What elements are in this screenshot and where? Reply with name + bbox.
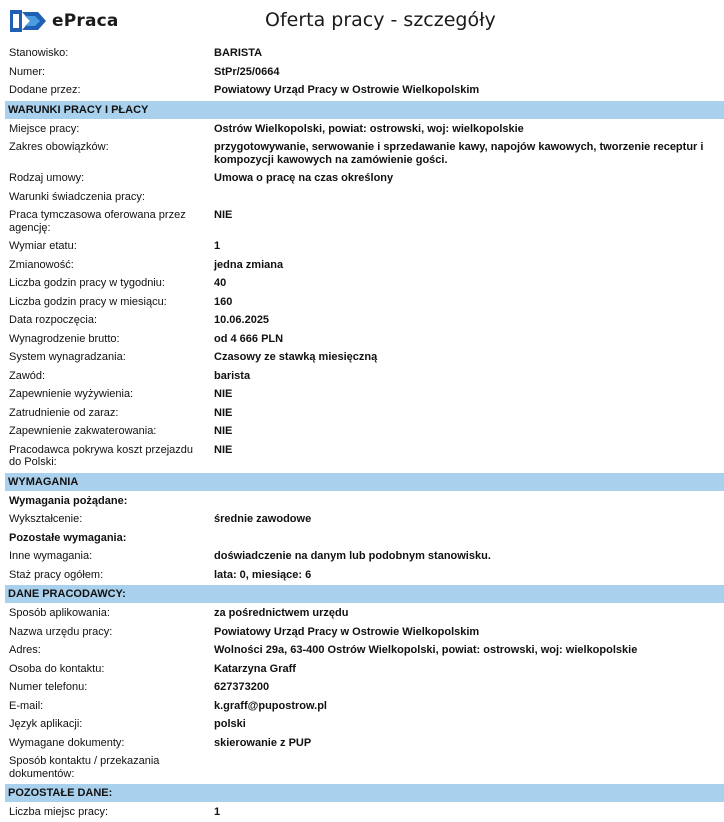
field-label: Warunki świadczenia pracy: bbox=[9, 190, 145, 203]
detail-row bbox=[9, 566, 724, 585]
field-value: barista bbox=[214, 369, 251, 382]
field-value: NIE bbox=[214, 388, 233, 400]
field-label: Nazwa urzędu pracy: bbox=[9, 625, 113, 638]
offer-details bbox=[9, 44, 724, 822]
field-label: Liczba miejsc pracy: bbox=[9, 806, 109, 818]
detail-row bbox=[9, 206, 724, 237]
field-label: Stanowisko: bbox=[9, 47, 69, 59]
field-value: 1 bbox=[214, 806, 221, 818]
detail-row bbox=[9, 641, 724, 660]
detail-row bbox=[9, 385, 724, 404]
field-label: Wynagrodzenie brutto: bbox=[9, 332, 120, 345]
detail-row bbox=[9, 623, 724, 642]
field-label: Zawód: bbox=[9, 369, 46, 382]
detail-row bbox=[9, 547, 724, 566]
field-label: Dodane przez: bbox=[9, 84, 81, 96]
detail-row bbox=[9, 367, 724, 386]
detail-row bbox=[9, 678, 724, 697]
pozostale-dane-section bbox=[9, 803, 724, 822]
detail-row bbox=[9, 734, 724, 753]
section-header-pracodawca: DANE PRACODAWCY: bbox=[5, 585, 724, 603]
field-label: Wymiar etatu: bbox=[9, 240, 77, 252]
field-value: 1 bbox=[214, 240, 221, 252]
detail-row bbox=[9, 330, 724, 349]
detail-row bbox=[9, 441, 724, 472]
field-value: jedna zmiana bbox=[214, 258, 284, 271]
top-section bbox=[9, 44, 724, 100]
detail-row bbox=[9, 604, 724, 623]
email-value[interactable]: k.graff@pupostrow.pl bbox=[214, 699, 327, 712]
field-label: Numer: bbox=[9, 65, 46, 78]
field-value: za pośrednictwem urzędu bbox=[214, 607, 349, 619]
detail-row bbox=[9, 422, 724, 441]
field-label: Pracodawca pokrywa koszt przejazdu do Polski: bbox=[9, 443, 194, 468]
field-value: NIE bbox=[214, 443, 233, 456]
field-value: doświadczenie na danym lub podobnym stanowisku. bbox=[214, 550, 491, 562]
detail-row bbox=[9, 311, 724, 330]
detail-row bbox=[9, 274, 724, 293]
field-label: Zakres obowiązków: bbox=[9, 141, 109, 153]
field-label: Wymagane dokumenty: bbox=[9, 736, 125, 749]
field-label: Zapewnienie zakwaterowania: bbox=[9, 425, 157, 437]
detail-row bbox=[9, 510, 724, 529]
field-value: BARISTA bbox=[214, 47, 263, 59]
detail-row bbox=[9, 188, 724, 207]
field-value: przygotowywanie, serwowanie i sprzedawanie kawy, napojów kawowych, tworzenie receptur i kompozycji kawowych na zamówienie gości. bbox=[214, 141, 704, 166]
detail-row bbox=[9, 660, 724, 679]
field-value: Ostrów Wielkopolski, powiat: ostrowski, woj: wielkopolskie bbox=[214, 122, 524, 135]
field-value: średnie zawodowe bbox=[214, 513, 312, 525]
field-value: Umowa o pracę na czas określony bbox=[214, 172, 394, 184]
field-label: Data rozpoczęcia: bbox=[9, 314, 98, 326]
field-label: Miejsce pracy: bbox=[9, 122, 80, 135]
detail-row bbox=[9, 715, 724, 734]
field-value: Powiatowy Urząd Pracy w Ostrowie Wielkopolskim bbox=[214, 625, 480, 638]
detail-row bbox=[9, 752, 724, 783]
field-label: Staż pracy ogółem: bbox=[9, 568, 104, 581]
wymagania-section bbox=[9, 492, 724, 585]
field-value: polski bbox=[214, 718, 246, 730]
field-value: 10.06.2025 bbox=[214, 314, 270, 326]
field-value: NIE bbox=[214, 406, 233, 419]
detail-row bbox=[9, 697, 724, 716]
page-title: Oferta pracy - szczegóły bbox=[265, 9, 496, 31]
field-label: Inne wymagania: bbox=[9, 550, 93, 562]
field-label: Język aplikacji: bbox=[9, 718, 83, 730]
field-value: Powiatowy Urząd Pracy w Ostrowie Wielkopolskim bbox=[214, 84, 480, 96]
field-label: Liczba godzin pracy w miesiącu: bbox=[9, 295, 167, 308]
field-label: Zapewnienie wyżywienia: bbox=[9, 388, 134, 400]
detail-row bbox=[9, 293, 724, 312]
subheading-pozostale: Pozostałe wymagania: bbox=[9, 531, 127, 544]
subheading-pozadane: Wymagania pożądane: bbox=[9, 494, 128, 507]
epraca-logo-icon bbox=[8, 8, 48, 34]
field-value: StPr/25/0664 bbox=[214, 65, 280, 78]
warunki-section bbox=[9, 120, 724, 472]
detail-row-dodane-przez bbox=[9, 81, 724, 100]
field-value: od 4 666 PLN bbox=[214, 332, 284, 345]
field-value: Katarzyna Graff bbox=[214, 662, 296, 675]
detail-row bbox=[9, 256, 724, 275]
field-value: skierowanie z PUP bbox=[214, 736, 312, 749]
detail-row bbox=[9, 169, 724, 188]
epraca-logo[interactable] bbox=[8, 7, 119, 35]
detail-row bbox=[9, 404, 724, 423]
section-header-pozostale-dane: POZOSTAŁE DANE: bbox=[5, 784, 724, 802]
field-label: Praca tymczasowa oferowana przez agencję: bbox=[9, 209, 186, 234]
page-header bbox=[0, 0, 724, 46]
field-label: Rodzaj umowy: bbox=[9, 172, 85, 184]
section-header-wymagania: WYMAGANIA bbox=[5, 473, 724, 491]
phone-value[interactable]: 627373200 bbox=[214, 681, 270, 693]
field-label: Numer telefonu: bbox=[9, 681, 88, 693]
field-label: Osoba do kontaktu: bbox=[9, 662, 105, 675]
field-label: Sposób kontaktu / przekazania dokumentów: bbox=[9, 755, 160, 780]
detail-row bbox=[9, 237, 724, 256]
field-value bbox=[214, 755, 724, 780]
detail-row bbox=[9, 120, 724, 139]
field-label: Sposób aplikowania: bbox=[9, 607, 110, 619]
field-label: E-mail: bbox=[9, 699, 44, 712]
field-value: lata: 0, miesiące: 6 bbox=[214, 568, 312, 581]
field-value bbox=[214, 191, 724, 204]
field-label: Liczba godzin pracy w tygodniu: bbox=[9, 277, 165, 289]
section-header-warunki: WARUNKI PRACY I PŁACY bbox=[5, 101, 724, 119]
detail-row bbox=[9, 803, 724, 822]
field-value: NIE bbox=[214, 209, 233, 221]
field-label: Adres: bbox=[9, 644, 41, 656]
field-value: 40 bbox=[214, 277, 227, 289]
pracodawca-section bbox=[9, 604, 724, 783]
field-label: Zmianowość: bbox=[9, 258, 74, 271]
field-label: System wynagradzania: bbox=[9, 351, 126, 363]
detail-row-numer bbox=[9, 63, 724, 82]
logo-text: ePraca bbox=[52, 11, 119, 31]
field-value: 160 bbox=[214, 295, 233, 308]
detail-row-stanowisko bbox=[9, 44, 724, 63]
detail-row bbox=[9, 348, 724, 367]
field-value: NIE bbox=[214, 425, 233, 437]
field-label: Wykształcenie: bbox=[9, 513, 83, 525]
field-label: Zatrudnienie od zaraz: bbox=[9, 406, 119, 419]
field-value: Wolności 29a, 63-400 Ostrów Wielkopolski, powiat: ostrowski, woj: wielkopolskie bbox=[214, 644, 638, 656]
detail-row bbox=[9, 138, 724, 169]
field-value: Czasowy ze stawką miesięczną bbox=[214, 351, 378, 363]
